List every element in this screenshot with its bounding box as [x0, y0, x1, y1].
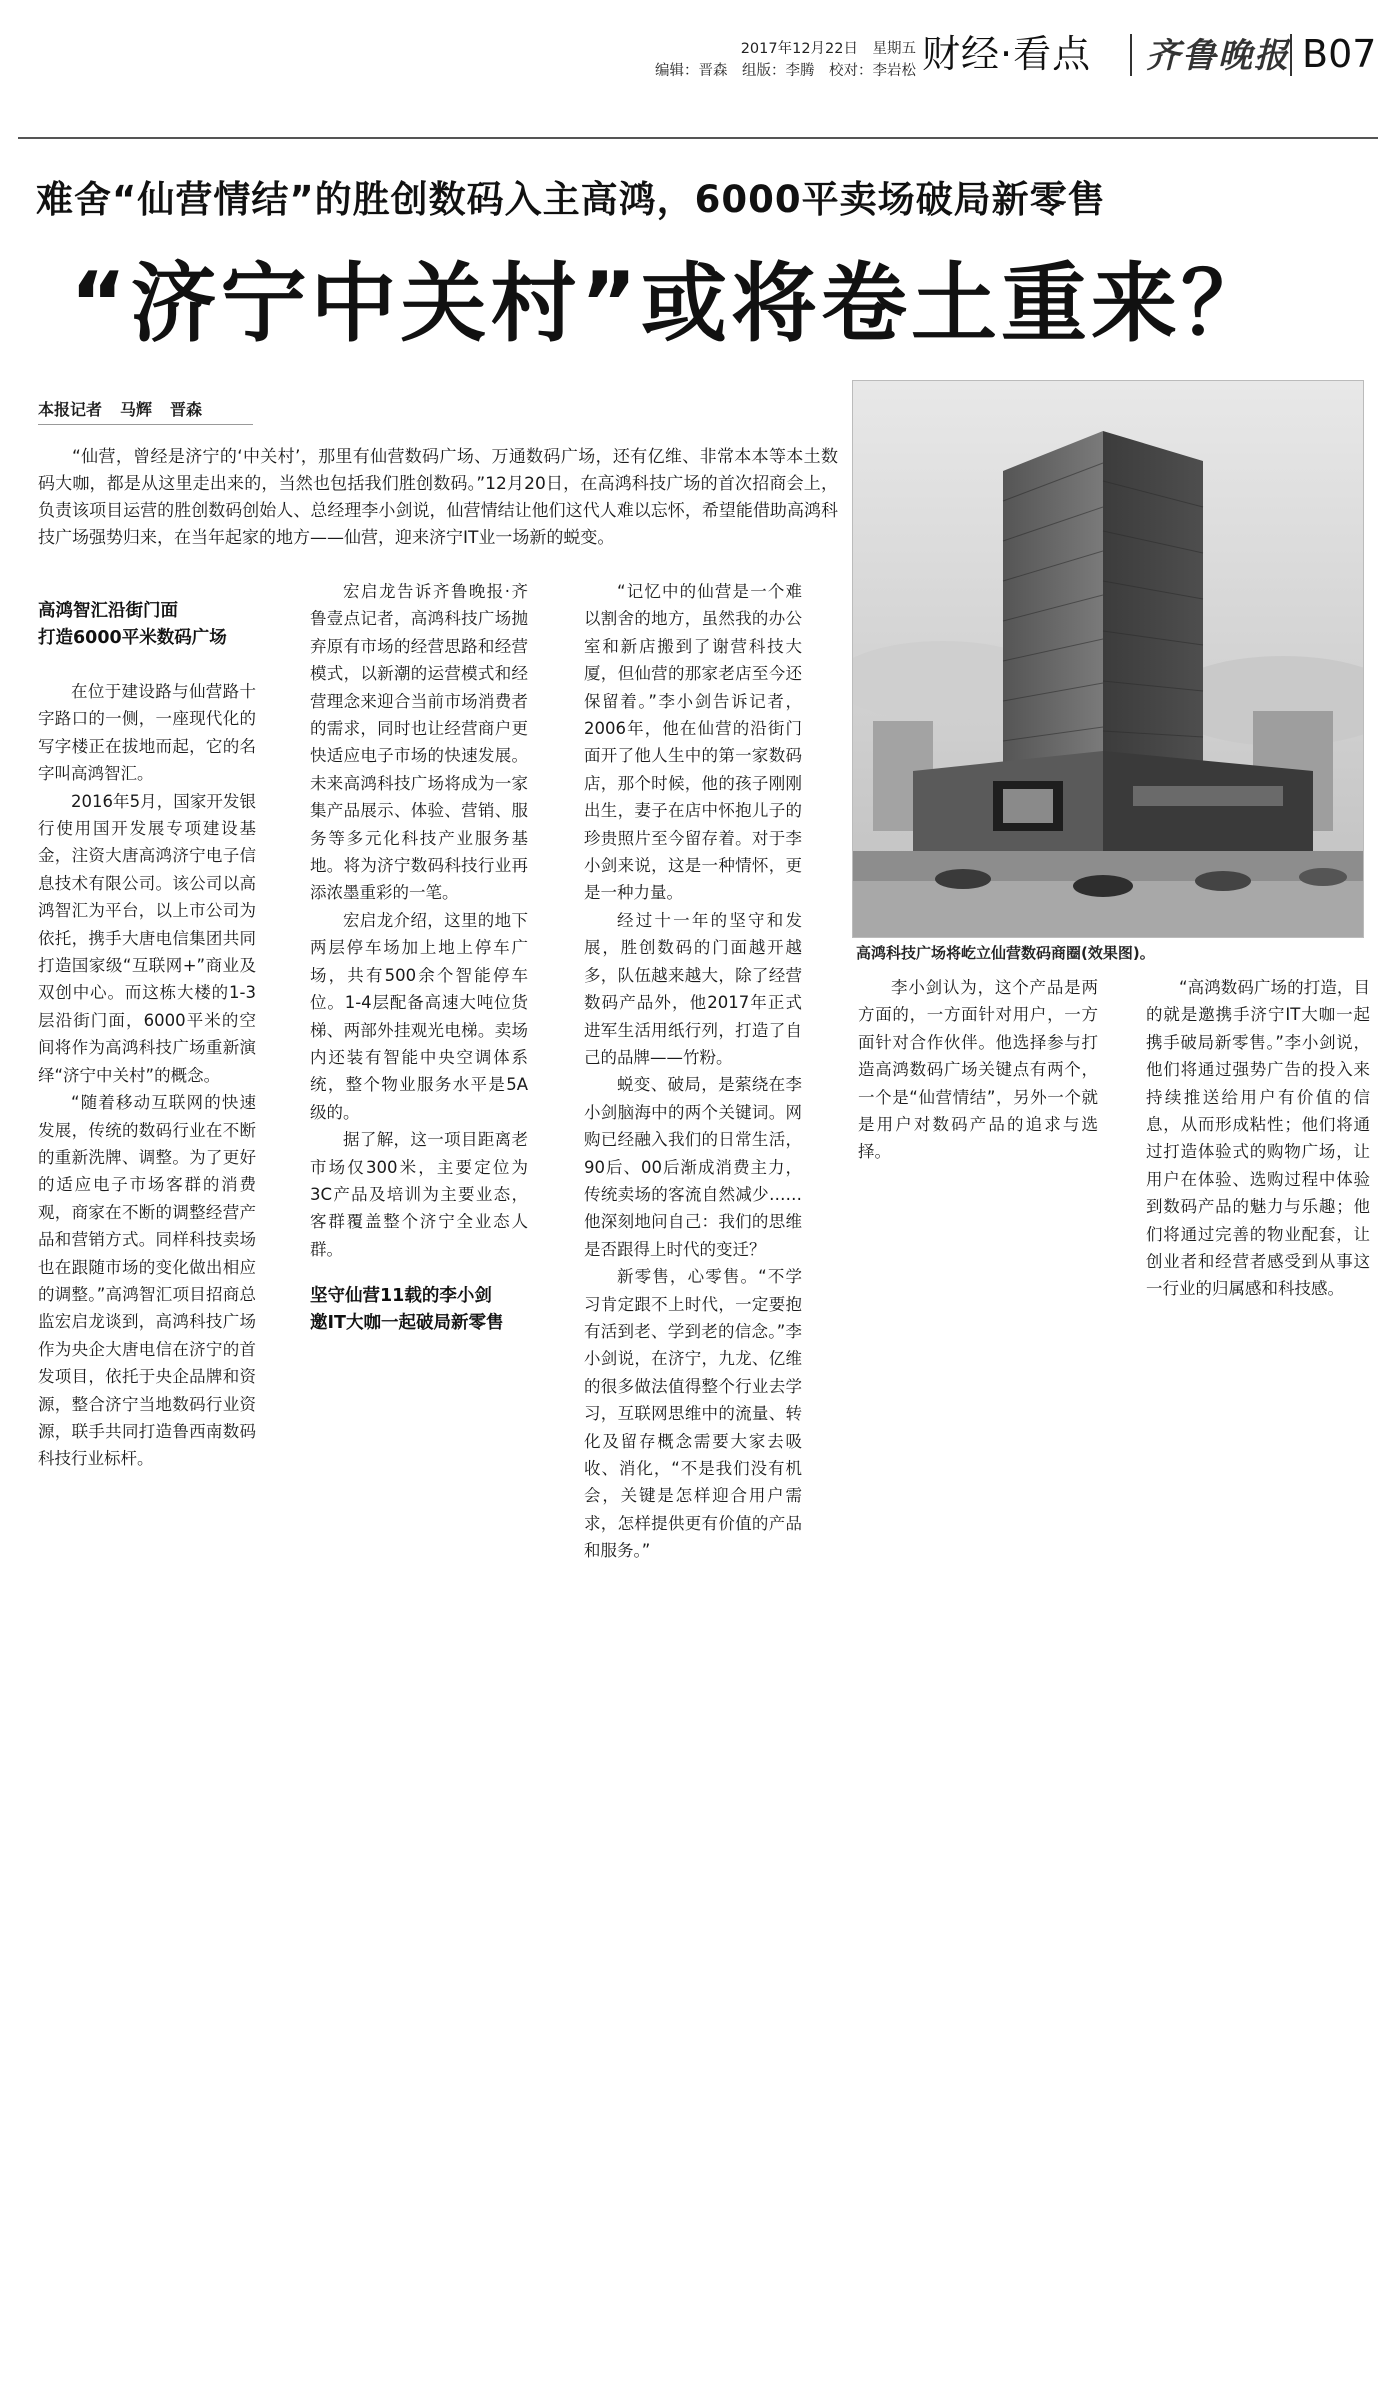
byline-author: 晋森 [170, 400, 203, 419]
byline-role: 本报记者 [38, 400, 103, 419]
paragraph: 2016年5月，国家开发银行使用国开发展专项建设基金，注资大唐高鸿济宁电子信息技术有限公司。该公司以高鸿智汇为平台，以上市公司为依托，携手大唐电信集团共同打造国家级“互联网+”商业及双创中心。而这栋大楼的1-3层沿街门面，6000平米的空间将作为高鸿科技广场重新演绎“济宁中关村”的概念。 [38, 791, 256, 1085]
section-title: 财经·看点 [922, 32, 1092, 76]
paragraph: 宏启龙介绍，这里的地下两层停车场加上地上停车广场，共有500余个智能停车位。1-4层配备高速大吨位货梯、两部外挂观光电梯。卖场内还装有智能中央空调体系统，整个物业服务水平是5A级的。 [310, 910, 528, 1122]
date-line: 2017年12月22日 星期五 [740, 41, 916, 57]
paragraph: 蜕变、破局，是萦绕在李小剑脑海中的两个关键词。网购已经融入我们的日常生活，90后、00后渐成消费主力，传统卖场的客流自然减少……他深刻地问自己：我们的思维是否跟得上时代的变迁？ [584, 1075, 802, 1259]
page-number: B07 [1302, 32, 1377, 76]
article-column-1 [38, 598, 256, 1473]
article-column-2 [310, 578, 528, 1363]
paragraph: 李小剑认为，这个产品是两方面的，一方面针对用户，一方面针对合作伙伴。他选择参与打造高鸿数码广场关键点有两个，一个是“仙营情结”，另外一个就是用户对数码产品的追求与选择。 [858, 978, 1098, 1162]
article-column-3 [584, 578, 802, 1565]
photo-caption: 高鸿科技广场将屹立仙营数码商圈(效果图)。 [856, 944, 1155, 962]
paragraph: 在位于建设路与仙营路十字路口的一侧，一座现代化的写字楼正在拔地而起，它的名字叫高鸿智汇。 [38, 682, 256, 784]
byline-author: 马辉 [120, 400, 153, 419]
header-rule [18, 137, 1378, 139]
paragraph: “随着移动互联网的快速发展，传统的数码行业在不断的重新洗牌、调整。为了更好的适应电子市场客群的消费观，商家在不断的调整经营产品和营销方式。同样科技卖场也在跟随市场的变化做出相应的调整。”高鸿智汇项目招商总监宏启龙谈到，高鸿科技广场作为央企大唐电信在济宁的首发项目，依托于央企品牌和资源，整合济宁当地数码行业资源，联手共同打造鲁西南数码科技行业标杆。 [38, 1093, 256, 1469]
masthead-info [616, 38, 916, 82]
paragraph: 宏启龙告诉齐鲁晚报·齐鲁壹点记者，高鸿科技广场抛弃原有市场的经营思路和经营模式，以新潮的运营模式和经营理念来迎合当前市场消费者的需求，同时也让经营商户更快适应电子市场的快速发展。未来高鸿科技广场将成为一家集产品展示、体验、营销、服务等多元化科技产业服务基地。将为济宁数码科技行业再添浓墨重彩的一笔。 [310, 582, 528, 903]
section-heading: 坚守仙营11载的李小剑 邀IT大咖一起破局新零售 [310, 1286, 504, 1334]
byline [38, 398, 220, 422]
paragraph: “高鸿数码广场的打造，目的就是邀携手济宁IT大咖一起携手破局新零售。”李小剑说，他们将通过强势广告的投入来持续推送给用户有价值的信息，从而形成粘性；他们将通过打造体验式的购物广场，让用户在体验、选购过程中体验到数码产品的魅力与乐趣；他们将通过完善的物业配套，让创业者和经营者感受到从事这一行业的归属感和科技感。 [1146, 978, 1370, 1299]
article-column-4 [858, 974, 1098, 1166]
subheadline: 难舍“仙营情结”的胜创数码入主高鸿，6000平卖场破局新零售 [36, 178, 1106, 221]
lead-paragraph: “仙营，曾经是济宁的‘中关村’，那里有仙营数码广场、万通数码广场，还有亿维、非常本本等本土数码大咖，都是从这里走出来的，当然也包括我们胜创数码。”12月20日，在高鸿科技广场的首次招商会上，负责该项目运营的胜创数码创始人、总经理李小剑说，仙营情结让他们这代人难以忘怀，希望能借助高鸿科技广场强势归来，在当年起家的地方——仙营，迎来济宁IT业一场新的蜕变。 [38, 447, 838, 548]
masthead-divider [1290, 34, 1292, 76]
article-column-5 [1146, 974, 1370, 1303]
paragraph: 经过十一年的坚守和发展，胜创数码的门面越开越多，队伍越来越大，除了经营数码产品外，他2017年正式进军生活用纸行列，打造了自己的品牌——竹粉。 [584, 910, 802, 1067]
masthead-divider [1130, 34, 1132, 76]
paragraph: “记忆中的仙营是一个难以割舍的地方，虽然我的办公室和新店搬到了谢营科技大厦，但仙营的那家老店至今还保留着。”李小剑告诉记者，2006年，他在仙营的沿街门面开了他人生中的第一家数码店，那个时候，他的孩子刚刚出生，妻子在店中怀抱儿子的珍贵照片至今留存着。对于李小剑来说，这是一种情怀，更是一种力量。 [584, 582, 802, 903]
headline: “济宁中关村”或将卷土重来？ [70, 254, 1272, 354]
building-photo [852, 380, 1364, 938]
section-heading: 高鸿智汇沿街门面 打造6000平米数码广场 [38, 601, 227, 648]
paragraph: 据了解，这一项目距离老市场仅300米，主要定位为3C产品及培训为主要业态，客群覆盖整个济宁全业态人群。 [310, 1130, 528, 1259]
newspaper-logo: 齐鲁晚报 [1146, 36, 1290, 76]
byline-rule [38, 424, 253, 425]
paragraph: 新零售，心零售。“不学习肯定跟不上时代，一定要抱有活到老、学到老的信念。”李小剑说，在济宁，九龙、亿维的很多做法值得整个行业去学习，互联网思维中的流量、转化及留存概念需要大家去吸收、消化，“不是我们没有机会，关键是怎样迎合用户需求，怎样提供更有价值的产品和服务。” [584, 1267, 802, 1561]
editors-line: 编辑：晋森 组版：李腾 校对：李岩松 [655, 63, 916, 79]
